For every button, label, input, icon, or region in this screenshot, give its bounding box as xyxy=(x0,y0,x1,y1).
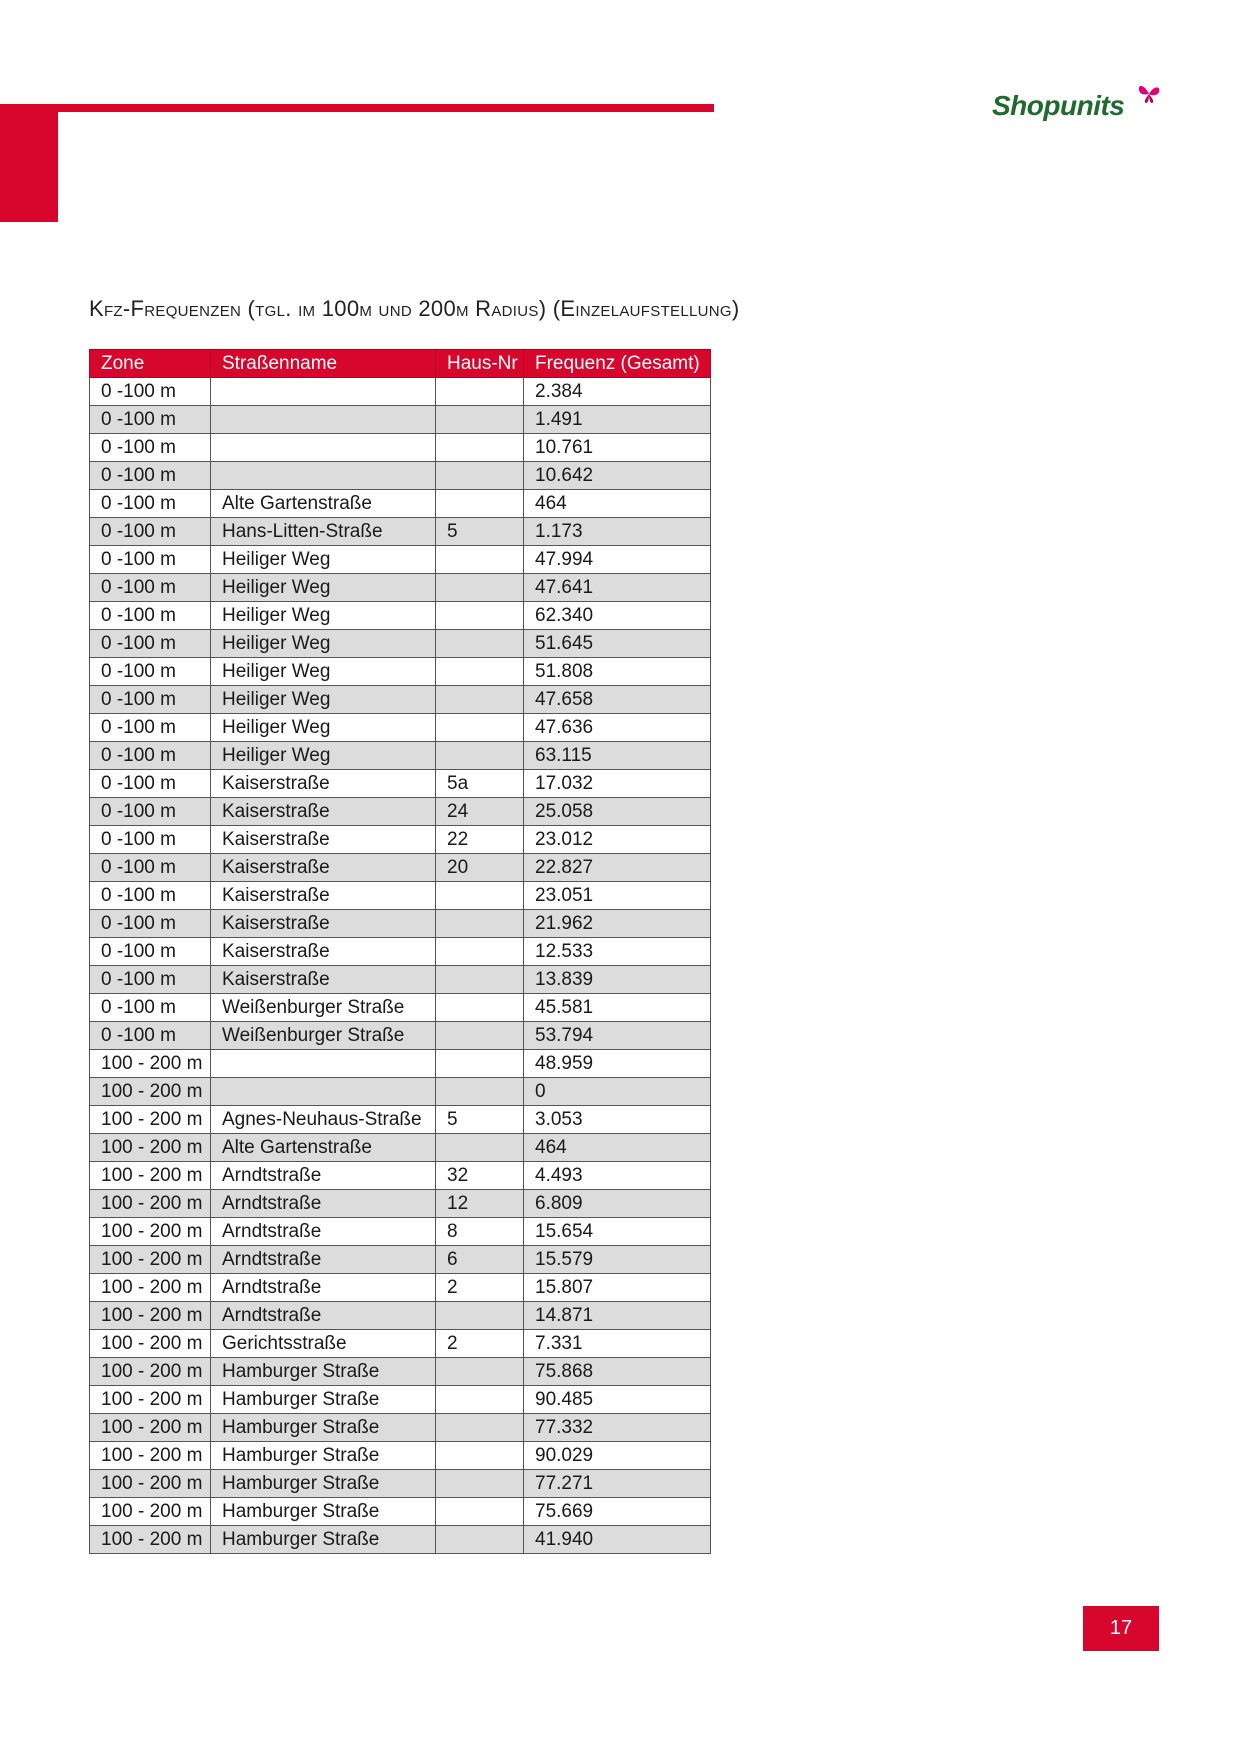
cell-house-number xyxy=(436,966,524,994)
cell-street: Arndtstraße xyxy=(211,1190,436,1218)
cell-frequency: 464 xyxy=(524,490,711,518)
cell-zone: 100 - 200 m xyxy=(90,1274,211,1302)
table-row xyxy=(90,1442,711,1470)
cell-frequency: 47.636 xyxy=(524,714,711,742)
cell-house-number: 5 xyxy=(436,1106,524,1134)
cell-frequency: 48.959 xyxy=(524,1050,711,1078)
cell-house-number xyxy=(436,462,524,490)
cell-street: Kaiserstraße xyxy=(211,854,436,882)
table-row xyxy=(90,546,711,574)
cell-frequency: 15.579 xyxy=(524,1246,711,1274)
cell-street xyxy=(211,406,436,434)
cell-house-number: 12 xyxy=(436,1190,524,1218)
table-row xyxy=(90,1106,711,1134)
table-row xyxy=(90,1274,711,1302)
cell-street: Hamburger Straße xyxy=(211,1498,436,1526)
cell-zone: 0 -100 m xyxy=(90,966,211,994)
cell-frequency: 47.994 xyxy=(524,546,711,574)
cell-house-number: 24 xyxy=(436,798,524,826)
butterfly-icon xyxy=(1136,80,1162,106)
cell-house-number: 6 xyxy=(436,1246,524,1274)
table-row xyxy=(90,1470,711,1498)
frequency-table xyxy=(89,349,711,1554)
cell-zone: 100 - 200 m xyxy=(90,1134,211,1162)
cell-zone: 0 -100 m xyxy=(90,602,211,630)
header-street: Straßenname xyxy=(211,350,436,378)
cell-house-number xyxy=(436,1442,524,1470)
cell-frequency: 15.654 xyxy=(524,1218,711,1246)
table-row xyxy=(90,770,711,798)
table-row xyxy=(90,882,711,910)
cell-street xyxy=(211,434,436,462)
table-row xyxy=(90,742,711,770)
cell-street: Heiliger Weg xyxy=(211,714,436,742)
cell-house-number xyxy=(436,1498,524,1526)
cell-street: Heiliger Weg xyxy=(211,658,436,686)
cell-frequency: 2.384 xyxy=(524,378,711,406)
cell-zone: 100 - 200 m xyxy=(90,1498,211,1526)
cell-zone: 0 -100 m xyxy=(90,658,211,686)
cell-street: Kaiserstraße xyxy=(211,910,436,938)
cell-house-number: 5 xyxy=(436,518,524,546)
table-row xyxy=(90,434,711,462)
table-row xyxy=(90,966,711,994)
cell-house-number: 5a xyxy=(436,770,524,798)
logo-text: Shopunits xyxy=(992,90,1125,121)
cell-street: Weißenburger Straße xyxy=(211,994,436,1022)
cell-street: Kaiserstraße xyxy=(211,798,436,826)
cell-street: Hamburger Straße xyxy=(211,1414,436,1442)
cell-street: Heiliger Weg xyxy=(211,742,436,770)
table-body xyxy=(90,378,711,1554)
cell-zone: 0 -100 m xyxy=(90,406,211,434)
cell-frequency: 47.641 xyxy=(524,574,711,602)
cell-house-number xyxy=(436,1470,524,1498)
cell-frequency: 23.051 xyxy=(524,882,711,910)
cell-frequency: 63.115 xyxy=(524,742,711,770)
table-row xyxy=(90,938,711,966)
cell-house-number: 32 xyxy=(436,1162,524,1190)
cell-zone: 100 - 200 m xyxy=(90,1218,211,1246)
cell-zone: 100 - 200 m xyxy=(90,1190,211,1218)
cell-frequency: 17.032 xyxy=(524,770,711,798)
cell-zone: 0 -100 m xyxy=(90,630,211,658)
cell-zone: 100 - 200 m xyxy=(90,1050,211,1078)
header-frequency: Frequenz (Gesamt) xyxy=(524,350,711,378)
table-row xyxy=(90,1190,711,1218)
cell-frequency: 25.058 xyxy=(524,798,711,826)
cell-house-number: 20 xyxy=(436,854,524,882)
cell-zone: 100 - 200 m xyxy=(90,1358,211,1386)
cell-frequency: 12.533 xyxy=(524,938,711,966)
cell-street xyxy=(211,378,436,406)
cell-street: Arndtstraße xyxy=(211,1246,436,1274)
table-row xyxy=(90,1162,711,1190)
cell-street: Alte Gartenstraße xyxy=(211,490,436,518)
cell-street: Hamburger Straße xyxy=(211,1526,436,1554)
cell-frequency: 15.807 xyxy=(524,1274,711,1302)
cell-frequency: 464 xyxy=(524,1134,711,1162)
cell-house-number xyxy=(436,434,524,462)
cell-frequency: 10.761 xyxy=(524,434,711,462)
cell-frequency: 75.868 xyxy=(524,1358,711,1386)
table-row xyxy=(90,574,711,602)
cell-zone: 100 - 200 m xyxy=(90,1386,211,1414)
cell-frequency: 1.491 xyxy=(524,406,711,434)
cell-frequency: 47.658 xyxy=(524,686,711,714)
cell-zone: 0 -100 m xyxy=(90,910,211,938)
cell-street: Heiliger Weg xyxy=(211,546,436,574)
cell-street: Heiliger Weg xyxy=(211,574,436,602)
cell-street: Weißenburger Straße xyxy=(211,1022,436,1050)
table-row xyxy=(90,686,711,714)
cell-house-number xyxy=(436,714,524,742)
table-row xyxy=(90,462,711,490)
cell-frequency: 51.645 xyxy=(524,630,711,658)
cell-zone: 0 -100 m xyxy=(90,882,211,910)
table-row xyxy=(90,1246,711,1274)
cell-house-number xyxy=(436,490,524,518)
cell-zone: 0 -100 m xyxy=(90,994,211,1022)
table-row xyxy=(90,994,711,1022)
cell-zone: 0 -100 m xyxy=(90,714,211,742)
cell-house-number xyxy=(436,882,524,910)
cell-frequency: 90.029 xyxy=(524,1442,711,1470)
cell-zone: 0 -100 m xyxy=(90,434,211,462)
cell-house-number xyxy=(436,1526,524,1554)
table-row xyxy=(90,798,711,826)
cell-house-number xyxy=(436,630,524,658)
cell-frequency: 75.669 xyxy=(524,1498,711,1526)
cell-frequency: 22.827 xyxy=(524,854,711,882)
cell-zone: 0 -100 m xyxy=(90,686,211,714)
cell-house-number xyxy=(436,1134,524,1162)
table-row xyxy=(90,1218,711,1246)
cell-frequency: 6.809 xyxy=(524,1190,711,1218)
cell-house-number xyxy=(436,938,524,966)
cell-house-number xyxy=(436,602,524,630)
table-row xyxy=(90,1526,711,1554)
cell-street: Kaiserstraße xyxy=(211,770,436,798)
cell-house-number: 2 xyxy=(436,1274,524,1302)
cell-zone: 0 -100 m xyxy=(90,826,211,854)
cell-zone: 0 -100 m xyxy=(90,1022,211,1050)
table-row xyxy=(90,1302,711,1330)
table-row xyxy=(90,490,711,518)
table-row xyxy=(90,1078,711,1106)
cell-street: Arndtstraße xyxy=(211,1162,436,1190)
cell-frequency: 23.012 xyxy=(524,826,711,854)
cell-house-number xyxy=(436,910,524,938)
cell-house-number xyxy=(436,1078,524,1106)
table-row xyxy=(90,658,711,686)
table-row xyxy=(90,1498,711,1526)
cell-street xyxy=(211,1078,436,1106)
cell-street: Kaiserstraße xyxy=(211,966,436,994)
cell-frequency: 90.485 xyxy=(524,1386,711,1414)
table-row xyxy=(90,602,711,630)
header-zone: Zone xyxy=(90,350,211,378)
table-row xyxy=(90,1330,711,1358)
cell-street: Gerichtsstraße xyxy=(211,1330,436,1358)
cell-house-number xyxy=(436,1386,524,1414)
table-row xyxy=(90,1414,711,1442)
cell-zone: 100 - 200 m xyxy=(90,1442,211,1470)
cell-house-number: 22 xyxy=(436,826,524,854)
cell-frequency: 4.493 xyxy=(524,1162,711,1190)
cell-zone: 0 -100 m xyxy=(90,574,211,602)
cell-frequency: 53.794 xyxy=(524,1022,711,1050)
cell-house-number xyxy=(436,1358,524,1386)
cell-frequency: 77.271 xyxy=(524,1470,711,1498)
cell-house-number xyxy=(436,686,524,714)
section-title: Kfz-Frequenzen (tgl. im 100m und 200m Radius) (Einzelaufstellung) xyxy=(89,296,740,321)
cell-house-number: 2 xyxy=(436,1330,524,1358)
cell-frequency: 10.642 xyxy=(524,462,711,490)
cell-frequency: 0 xyxy=(524,1078,711,1106)
cell-zone: 0 -100 m xyxy=(90,378,211,406)
cell-house-number xyxy=(436,574,524,602)
cell-zone: 100 - 200 m xyxy=(90,1330,211,1358)
cell-zone: 100 - 200 m xyxy=(90,1246,211,1274)
cell-street: Heiliger Weg xyxy=(211,602,436,630)
table-row xyxy=(90,910,711,938)
cell-street xyxy=(211,462,436,490)
table-row xyxy=(90,1386,711,1414)
cell-zone: 100 - 200 m xyxy=(90,1302,211,1330)
cell-frequency: 14.871 xyxy=(524,1302,711,1330)
cell-zone: 100 - 200 m xyxy=(90,1106,211,1134)
cell-zone: 0 -100 m xyxy=(90,462,211,490)
cell-house-number xyxy=(436,378,524,406)
cell-frequency: 1.173 xyxy=(524,518,711,546)
cell-house-number xyxy=(436,1414,524,1442)
cell-house-number xyxy=(436,658,524,686)
cell-frequency: 45.581 xyxy=(524,994,711,1022)
page-number: 17 xyxy=(1083,1606,1159,1651)
table-row xyxy=(90,1358,711,1386)
cell-zone: 0 -100 m xyxy=(90,854,211,882)
cell-house-number xyxy=(436,994,524,1022)
cell-street: Hamburger Straße xyxy=(211,1442,436,1470)
cell-frequency: 51.808 xyxy=(524,658,711,686)
shopunits-logo xyxy=(992,80,1172,130)
cell-zone: 0 -100 m xyxy=(90,770,211,798)
cell-zone: 0 -100 m xyxy=(90,742,211,770)
cell-street: Arndtstraße xyxy=(211,1218,436,1246)
cell-street: Kaiserstraße xyxy=(211,938,436,966)
cell-street: Arndtstraße xyxy=(211,1302,436,1330)
table-header-row xyxy=(90,350,711,378)
cell-house-number xyxy=(436,1050,524,1078)
table-row xyxy=(90,714,711,742)
cell-zone: 100 - 200 m xyxy=(90,1162,211,1190)
cell-street xyxy=(211,1050,436,1078)
cell-street: Arndtstraße xyxy=(211,1274,436,1302)
decorative-red-bar-horizontal xyxy=(0,104,714,112)
cell-frequency: 3.053 xyxy=(524,1106,711,1134)
table-row xyxy=(90,1134,711,1162)
cell-street: Hamburger Straße xyxy=(211,1470,436,1498)
cell-zone: 100 - 200 m xyxy=(90,1078,211,1106)
cell-street: Agnes-Neuhaus-Straße xyxy=(211,1106,436,1134)
cell-street: Hamburger Straße xyxy=(211,1358,436,1386)
cell-frequency: 62.340 xyxy=(524,602,711,630)
cell-street: Heiliger Weg xyxy=(211,630,436,658)
cell-street: Kaiserstraße xyxy=(211,826,436,854)
cell-zone: 100 - 200 m xyxy=(90,1470,211,1498)
cell-street: Hans-Litten-Straße xyxy=(211,518,436,546)
cell-frequency: 13.839 xyxy=(524,966,711,994)
table-row xyxy=(90,1050,711,1078)
cell-frequency: 7.331 xyxy=(524,1330,711,1358)
table-row xyxy=(90,518,711,546)
decorative-red-bar-vertical xyxy=(0,104,58,222)
cell-street: Alte Gartenstraße xyxy=(211,1134,436,1162)
cell-frequency: 41.940 xyxy=(524,1526,711,1554)
table-row xyxy=(90,854,711,882)
table-row xyxy=(90,1022,711,1050)
header-house-number: Haus-Nr xyxy=(436,350,524,378)
cell-house-number xyxy=(436,1302,524,1330)
cell-house-number xyxy=(436,546,524,574)
cell-house-number xyxy=(436,1022,524,1050)
cell-frequency: 21.962 xyxy=(524,910,711,938)
table-row xyxy=(90,378,711,406)
cell-zone: 100 - 200 m xyxy=(90,1526,211,1554)
cell-zone: 0 -100 m xyxy=(90,518,211,546)
cell-zone: 0 -100 m xyxy=(90,798,211,826)
table-row xyxy=(90,630,711,658)
cell-zone: 0 -100 m xyxy=(90,490,211,518)
cell-zone: 0 -100 m xyxy=(90,546,211,574)
cell-frequency: 77.332 xyxy=(524,1414,711,1442)
cell-house-number xyxy=(436,406,524,434)
table-row xyxy=(90,406,711,434)
cell-zone: 100 - 200 m xyxy=(90,1414,211,1442)
table-row xyxy=(90,826,711,854)
cell-street: Kaiserstraße xyxy=(211,882,436,910)
cell-house-number xyxy=(436,742,524,770)
cell-zone: 0 -100 m xyxy=(90,938,211,966)
cell-street: Hamburger Straße xyxy=(211,1386,436,1414)
cell-street: Heiliger Weg xyxy=(211,686,436,714)
cell-house-number: 8 xyxy=(436,1218,524,1246)
